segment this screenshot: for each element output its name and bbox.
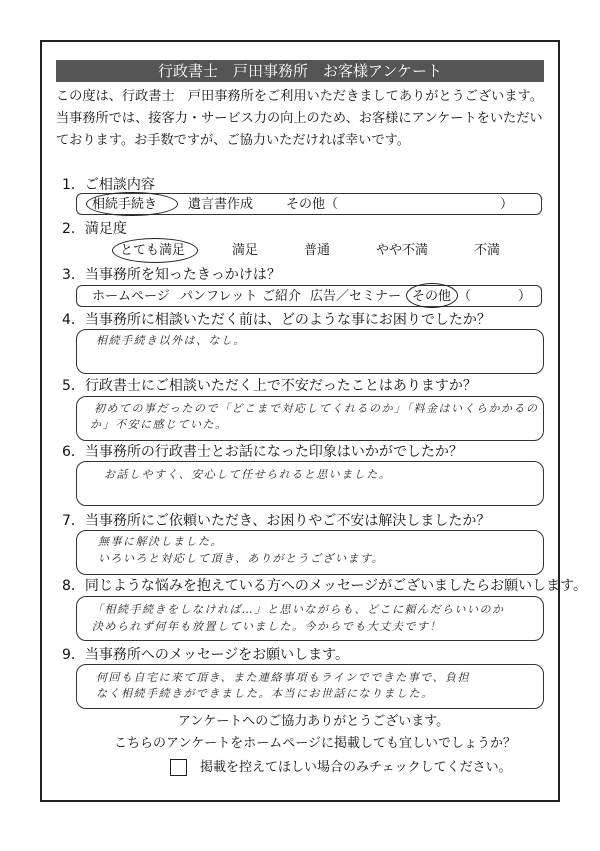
q4-label: 4．当事務所に相談いただく前は、どのような事にお困りでしたか？ — [62, 312, 491, 328]
q7-answer-line-1: 無事に解決しました。 — [98, 535, 223, 548]
q8-answer-line-2: 決められず何年も放置していました。今からでも大丈夫です！ — [92, 620, 442, 633]
q3-option-homepage[interactable]: ホームページ — [92, 289, 170, 304]
q9-answer-line-2: なく相続手続きができました。本当にお世話になりました。 — [96, 687, 434, 700]
q9-answer-line-1: 何回も自宅に来て頂き、また連絡事項もラインでできた事で、負担 — [96, 671, 471, 684]
q5-answer-line-2: か」不安に感じていた。 — [90, 418, 228, 431]
q7-answer-line-2: いろいろと対応して頂き、ありがとうございます。 — [98, 552, 385, 565]
q3-option-pamphlet[interactable]: パンフレット — [180, 289, 258, 304]
q2-option-satisfied[interactable]: 満足 — [232, 243, 259, 258]
q2-option-somewhat-dissatisfied[interactable]: やや不満 — [376, 243, 429, 258]
q3-option-other-open: （ — [458, 289, 472, 304]
q3-option-other[interactable]: その他 — [412, 289, 452, 304]
q3-option-other-close: ） — [518, 289, 532, 304]
q3-option-ad-seminar[interactable]: 広告／セミナー — [310, 289, 402, 304]
intro-line-2: 当事務所では、接客力・サービス力の向上のため、お客様にアンケートをいただい — [56, 111, 543, 126]
checkbox-label: 掲載を控えてほしい場合のみチェックしてください。 — [200, 760, 512, 775]
intro-line-1: この度は、行政書士 戸田事務所をご利用いただきましてありがとうございます。 — [56, 89, 543, 104]
opt-out-checkbox[interactable] — [170, 759, 187, 776]
intro-line-3: ております。お手数ですが、ご協力いただければ幸いです。 — [56, 133, 410, 148]
intro-text — [56, 86, 548, 152]
q2-label: 2．満足度 — [62, 221, 127, 237]
q1-label: 1．ご相談内容 — [62, 177, 155, 193]
survey-title: 行政書士 戸田事務所 お客様アンケート — [56, 60, 544, 82]
q6-label: 6．当事務所の行政書士とお話になった印象はいかがでしたか？ — [62, 444, 463, 460]
q2-option-very-satisfied[interactable]: とても満足 — [120, 243, 186, 258]
q5-label: 5．行政書士にご相談いただく上で不安だったことはありますか？ — [62, 378, 477, 394]
q1-selected-circle — [86, 192, 178, 216]
q6-answer-line-1: お話しやすく、安心して任せられると思いました。 — [104, 468, 392, 481]
q1-option-other-close: ） — [500, 197, 514, 212]
q8-answer-line-1: 「相続手続きをしなければ…」と思いながらも、どこに頼んだらいいのか — [92, 603, 505, 616]
q4-answer-line-1: 相続手続き以外は、なし。 — [96, 334, 246, 347]
q3-option-referral[interactable]: ご紹介 — [262, 289, 302, 304]
footer-question: こちらのアンケートをホームページに掲載しても宜しいでしょうか？ — [114, 736, 516, 751]
q2-option-dissatisfied[interactable]: 不満 — [474, 243, 501, 258]
q2-selected-circle — [112, 238, 198, 263]
q3-label: 3．当事務所を知ったきっかけは？ — [62, 267, 281, 283]
footer-thanks: アンケートへのご協力ありがとうございます。 — [178, 714, 450, 729]
q5-answer-line-1: 初めての事だったので「どこまで対応してくれるのか」「料金はいくらかかるの — [94, 402, 539, 415]
q1-option-yuigon[interactable]: 遺言書作成 — [188, 197, 254, 212]
q9-label: 9．当事務所へのメッセージをお願いします。 — [62, 647, 349, 663]
q1-option-souzoku[interactable]: 相続手続き — [92, 197, 158, 212]
q7-label: 7．当事務所にご依頼いただき、お困りやご不安は解決しましたか？ — [62, 513, 491, 529]
q3-selected-circle — [406, 283, 458, 308]
q1-option-other[interactable]: その他（ — [286, 197, 339, 212]
q8-label: 8．同じような悩みを抱えている方へのメッセージがございましたらお願いします。 — [62, 578, 587, 594]
q2-option-neutral[interactable]: 普通 — [304, 243, 331, 258]
